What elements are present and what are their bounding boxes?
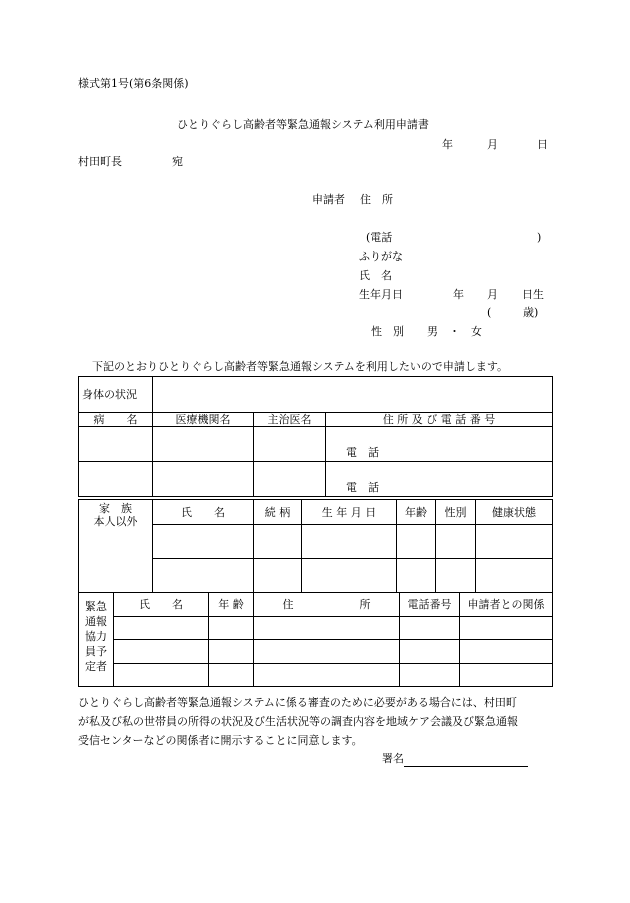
addressee: 村田町長 [78,155,122,168]
emergency-label-3: 協力 [85,630,107,643]
col-doctor: 主治医名 [254,413,326,427]
col-age: 年齢 [397,500,436,525]
contact-age-cell[interactable] [209,640,254,664]
emergency-label-5: 定者 [85,660,107,673]
contact-address-cell[interactable] [254,617,400,640]
form-number: 様式第1号(第6条関係) [78,77,189,90]
applicant-furigana-label: ふりがな [359,250,403,263]
doctor-cell[interactable] [254,462,326,497]
date-month: 月 [487,138,498,151]
applicant-birth-label: 生年月日 [359,288,403,301]
family-label-2: 本人以外 [93,515,138,528]
doctor-cell[interactable] [254,427,326,462]
family-age-cell[interactable] [397,525,436,559]
applicant-birth-day: 日生 [522,288,544,301]
applicant-address-label: 住 所 [360,193,393,206]
contact-relation-cell[interactable] [460,640,553,664]
applicant-phone-open: (電話 [366,231,393,244]
honorific: 宛 [172,155,183,168]
applicant-birth-year: 年 [453,288,464,301]
family-sex-cell[interactable] [436,559,476,593]
consent-line-2: が私及び私の世帯員の所得の状況及び生活状況等の調査内容を地域ケア会議及び緊急通報 [78,715,518,728]
family-sex-cell[interactable] [436,525,476,559]
col-contact-age: 年 齢 [209,593,254,617]
family-relation-cell[interactable] [254,559,302,593]
col-contact-phone: 電話番号 [400,593,460,617]
contact-phone-cell[interactable] [400,664,460,687]
family-name-cell[interactable] [153,559,254,593]
applicant-sex-options: 男 ・ 女 [427,325,482,338]
col-hospital: 医療機関名 [153,413,254,427]
signature-label: 署名 [382,752,404,765]
family-table [78,499,553,593]
emergency-label-2: 通報 [85,615,107,628]
phone-label: 電 話 [346,446,379,459]
emergency-label [79,593,114,687]
contact-address-cell[interactable] [254,664,400,687]
family-relation-cell[interactable] [254,525,302,559]
address-phone-cell[interactable] [326,462,553,497]
emergency-label-4: 員予 [85,645,107,658]
col-contact-relation: 申請者との関係 [460,593,553,617]
col-disease: 病 名 [79,413,153,427]
date-year: 年 [442,138,453,151]
contact-phone-cell[interactable] [400,640,460,664]
family-label-1: 家 族 [99,502,132,515]
consent-line-1: ひとりぐらし高齢者等緊急通報システムに係る審査のために必要がある場合には、村田町 [78,696,517,709]
contact-address-cell[interactable] [254,640,400,664]
contact-phone-cell[interactable] [400,617,460,640]
emergency-label-1: 緊急 [85,600,107,613]
date-day: 日 [537,138,548,151]
phone-label: 電 話 [346,481,379,494]
hospital-cell[interactable] [153,462,254,497]
consent-line-3: 受信センターなどの関係者に開示することに同意します。 [78,734,363,747]
form-title: ひとりぐらし高齢者等緊急通報システム利用申請書 [177,118,429,131]
col-contact-name: 氏 名 [114,593,209,617]
signature [382,752,528,767]
disease-cell[interactable] [79,427,153,462]
physical-status-label: 身体の状況 [79,377,153,413]
family-label [79,500,153,593]
family-birth-cell[interactable] [302,525,397,559]
col-contact-address: 住 所 [254,593,400,617]
applicant-name-label: 氏 名 [359,269,392,282]
address-phone-cell[interactable] [326,427,553,462]
contact-relation-cell[interactable] [460,617,553,640]
family-name-cell[interactable] [153,525,254,559]
family-health-cell[interactable] [476,525,553,559]
disease-cell[interactable] [79,462,153,497]
hospital-cell[interactable] [153,427,254,462]
col-relation: 続 柄 [254,500,302,525]
applicant-label: 申請者 [312,193,345,206]
applicant-age-close: 歳) [523,306,539,319]
col-family-name: 氏 名 [153,500,254,525]
contact-name-cell[interactable] [114,664,209,687]
col-health-status: 健康状態 [476,500,553,525]
contact-relation-cell[interactable] [460,664,553,687]
applicant-phone-close: ) [537,231,542,244]
contact-name-cell[interactable] [114,640,209,664]
intro-text: 下記のとおりひとりぐらし高齢者等緊急通報システムを利用したいので申請します。 [92,360,509,373]
physical-status-field[interactable] [153,377,553,413]
signature-line[interactable] [404,752,528,767]
col-birthdate: 生 年 月 日 [302,500,397,525]
family-health-cell[interactable] [476,559,553,593]
contact-age-cell[interactable] [209,617,254,640]
emergency-table [78,592,553,687]
applicant-age-open: ( [487,306,492,319]
applicant-sex-label: 性 別 [371,325,404,338]
family-birth-cell[interactable] [302,559,397,593]
col-address-phone: 住 所 及 び 電 話 番 号 [326,413,553,427]
contact-name-cell[interactable] [114,617,209,640]
family-age-cell[interactable] [397,559,436,593]
contact-age-cell[interactable] [209,664,254,687]
health-table [78,376,553,497]
applicant-birth-month: 月 [487,288,498,301]
col-sex: 性別 [436,500,476,525]
